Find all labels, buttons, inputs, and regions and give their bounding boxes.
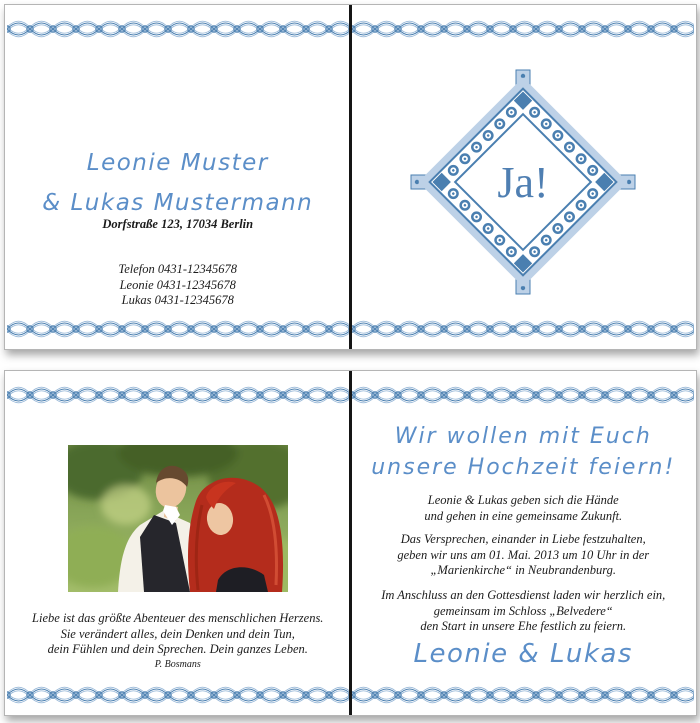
phone-line: Leonie 0431-12345678 xyxy=(119,277,236,292)
name-line: Leonie Muster xyxy=(86,150,269,176)
front-cover-page xyxy=(351,5,697,349)
quote-line: Liebe ist das größte Abenteuer des menschlichen Herzens. xyxy=(32,611,324,625)
signature: Leonie & Lukas xyxy=(413,639,633,669)
paragraph-line: Leonie & Lukas geben sich die Hände xyxy=(427,493,619,507)
paragraph-line: geben wir uns am 01. Mai. 2013 um 10 Uhr in der xyxy=(397,547,650,562)
invitation-paragraph xyxy=(351,588,697,635)
love-quote xyxy=(5,611,351,671)
fold-line xyxy=(349,5,352,349)
inside-right-page xyxy=(351,371,697,715)
paragraph-line: Das Versprechen, einander in Liebe festzuhalten, xyxy=(400,532,646,546)
card-front-spread xyxy=(4,4,697,350)
heading-line: unsere Hochzeit feiern! xyxy=(371,455,676,480)
paragraph-line: „Marienkirche“ in Neubrandenburg. xyxy=(430,563,617,577)
fold-line xyxy=(349,371,352,715)
couple-photo xyxy=(68,445,288,592)
paragraph-line: Im Anschluss an den Gottesdienst laden wir herzlich ein, xyxy=(381,588,666,602)
phone-line: Telefon 0431-12345678 xyxy=(118,262,238,276)
phone-line: Lukas 0431-12345678 xyxy=(121,293,234,307)
front-back-page xyxy=(5,5,351,349)
name-line: & Lukas Mustermann xyxy=(42,190,314,216)
paragraph-line: gemeinsam im Schloss „Belvedere“ xyxy=(433,603,613,618)
invitation-paragraph xyxy=(351,532,697,579)
couple-names xyxy=(5,143,351,223)
phone-list xyxy=(5,262,351,309)
quote-line: dein Fühlen und dein Sprechen. Dein ganzes Leben. xyxy=(47,642,308,656)
invitation-paragraph xyxy=(351,493,697,524)
quote-line: Sie verändert alles, dein Denken und dein Tun, xyxy=(60,626,295,641)
invitation-heading xyxy=(351,421,697,483)
inside-left-page xyxy=(5,371,351,715)
card-inside-spread xyxy=(4,370,697,716)
diamond-ornament-graphic xyxy=(408,67,638,297)
heading-line: Wir wollen mit Euch xyxy=(394,424,652,449)
ornamental-diamond-badge xyxy=(408,67,638,297)
badge-text: Ja! xyxy=(497,158,549,207)
address-line: Dorfstraße 123, 17034 Berlin xyxy=(102,217,254,231)
quote-attribution: P. Bosmans xyxy=(154,658,201,670)
paragraph-line: und gehen in eine gemeinsame Zukunft. xyxy=(424,508,623,523)
paragraph-line: den Start in unsere Ehe festlich zu feiern. xyxy=(420,619,627,633)
